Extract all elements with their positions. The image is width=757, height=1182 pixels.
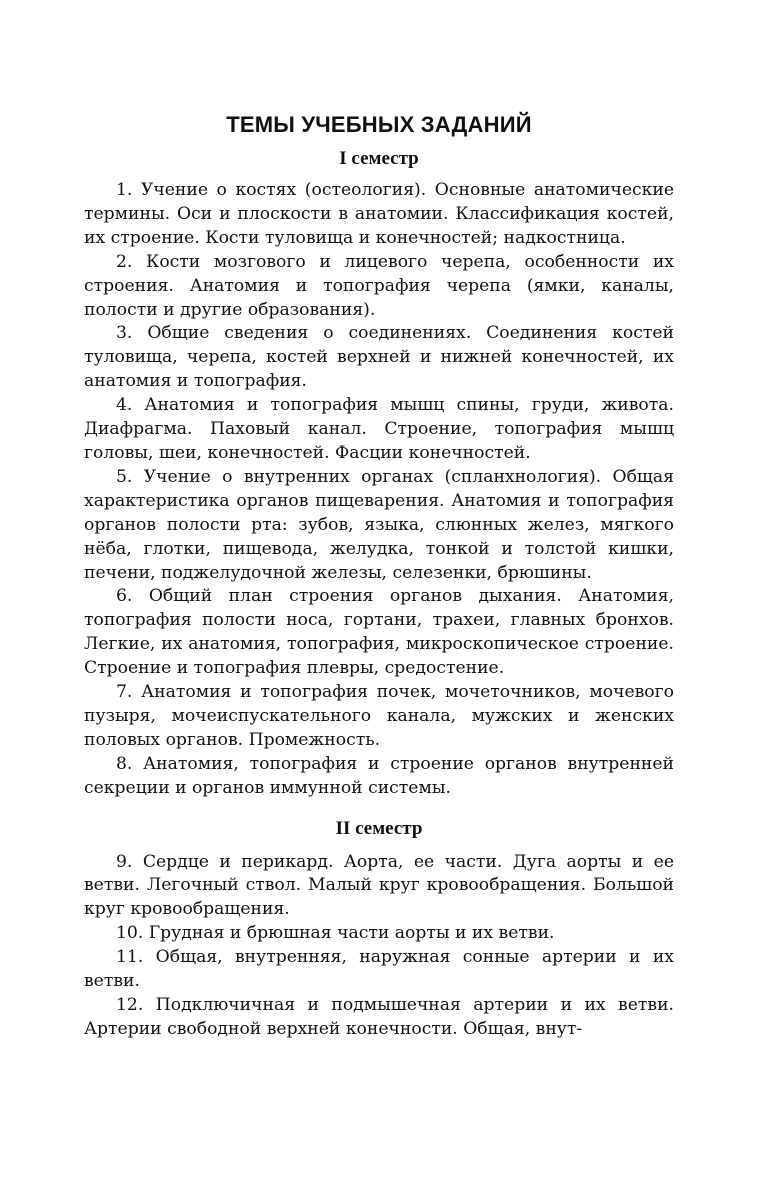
topic-4: 4. Анатомия и топография мышц спины, груди, живота. Диафрагма. Паховый канал. Строение, топография мышц головы, шеи, конечностей. Фасции конечностей. <box>84 395 674 463</box>
topic-8: 8. Анатомия, топография и строение органов внутренней секреции и органов иммунной системы. <box>84 753 674 798</box>
semester-1-heading: I семестр <box>339 148 419 169</box>
topic-5: 5. Учение о внутренних органах (спланхнология). Общая характеристика органов пищеварения. Анатомия и топография органов полости рта: зубов, языка, слюнных желез, мягкого нёба, глотки, пищевода, желудка, тонкой и толстой кишки, печени, поджелудочной железы, селезенки, брюшины. <box>84 466 674 583</box>
topic-1: 1. Учение о костях (остеология). Основные анатомические термины. Оси и плоскости в анатомии. Классификация костей, их строение. Кости туловища и конечностей; надкостница. <box>84 180 674 248</box>
semester-2-section <box>84 817 674 1042</box>
topic-12: 12. Подключичная и подмышечная артерии и их ветви. Артерии свободной верхней конечности. Общая, внут- <box>84 995 674 1039</box>
page-title: ТЕМЫ УЧЕБНЫХ ЗАДАНИЙ <box>226 112 532 137</box>
semester-2-heading: II семестр <box>335 817 423 839</box>
topic-3: 3. Общие сведения о соединениях. Соединения костей туловища, черепа, костей верхней и нижней конечностей, их анатомия и топография. <box>84 323 674 392</box>
topic-6: 6. Общий план строения органов дыхания. Анатомия, топография полости носа, гортани, трахеи, главных бронхов. Легкие, их анатомия, топография, микроскопическое строение. Строение и топография плевры, средостение. <box>84 586 674 679</box>
topic-2: 2. Кости мозгового и лицевого черепа, особенности их строения. Анатомия и топография черепа (ямки, каналы, полости и другие образования). <box>84 251 674 320</box>
topic-9: 9. Сердце и перикард. Аорта, ее части. Дуга аорты и ее ветви. Легочный ствол. Малый круг кровообращения. Большой круг кровообращения. <box>84 851 674 920</box>
topic-7: 7. Анатомия и топография почек, мочеточников, мочевого пузыря, мочеиспускательного канала, мужских и женских половых органов. Промежность. <box>84 682 674 750</box>
document-page <box>84 112 674 1042</box>
topic-10: 10. Грудная и брюшная части аорты и их ветви. <box>116 923 555 944</box>
topic-11: 11. Общая, внутренняя, наружная сонные артерии и их ветви. <box>84 947 674 992</box>
semester-1-section <box>84 147 674 801</box>
